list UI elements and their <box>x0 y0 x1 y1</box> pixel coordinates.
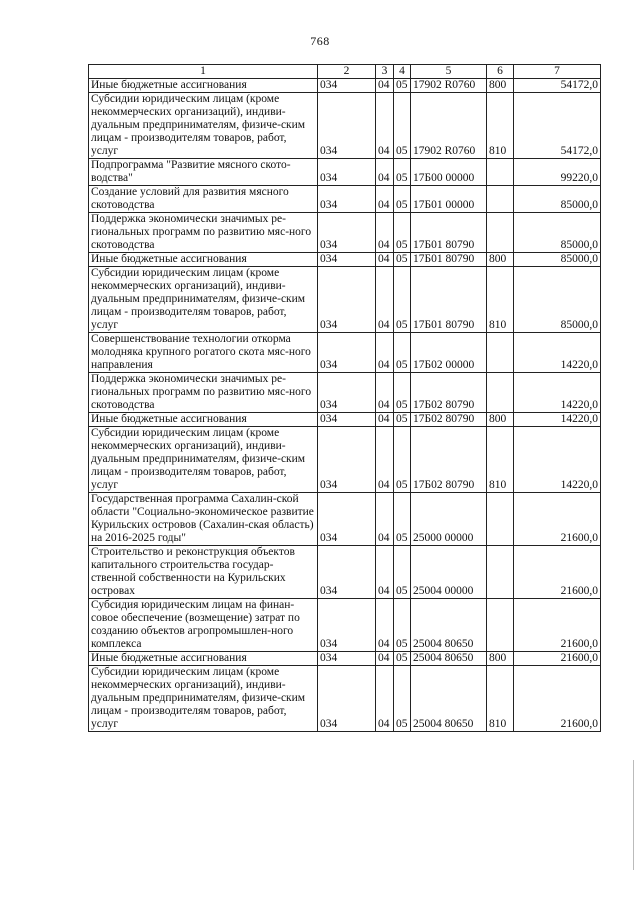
row-subsection: 05 <box>394 333 411 373</box>
table-body <box>89 79 601 732</box>
row-name: Субсидии юридическим лицам (кроме некоммерческих организаций), индиви-дуальным предпринимателям, физиче-ским лицам - производителям товаров, работ, услуг <box>89 267 318 333</box>
row-section: 04 <box>376 666 394 732</box>
header-col-6: 6 <box>487 65 514 79</box>
row-ministry-code: 034 <box>318 652 376 666</box>
table-row <box>89 186 601 213</box>
row-expense-type <box>487 333 514 373</box>
row-subsection: 05 <box>394 267 411 333</box>
row-section: 04 <box>376 427 394 493</box>
row-section: 04 <box>376 93 394 159</box>
table-row <box>89 493 601 546</box>
row-subsection: 05 <box>394 413 411 427</box>
row-target-article: 25004 80650 <box>411 599 487 652</box>
row-ministry-code: 034 <box>318 413 376 427</box>
table-row <box>89 159 601 186</box>
row-expense-type: 800 <box>487 413 514 427</box>
row-expense-type: 810 <box>487 666 514 732</box>
row-target-article: 17902 R0760 <box>411 93 487 159</box>
row-section: 04 <box>376 652 394 666</box>
row-subsection: 05 <box>394 599 411 652</box>
row-target-article: 17Б02 80790 <box>411 373 487 413</box>
row-section: 04 <box>376 373 394 413</box>
row-expense-type <box>487 546 514 599</box>
row-amount: 21600,0 <box>514 666 601 732</box>
row-target-article: 17Б01 80790 <box>411 267 487 333</box>
row-section: 04 <box>376 599 394 652</box>
header-row <box>89 65 601 79</box>
row-ministry-code: 034 <box>318 267 376 333</box>
row-name: Поддержка экономически значимых ре-гиональных программ по развитию мяс-ного скотоводства <box>89 213 318 253</box>
table-header <box>89 65 601 79</box>
row-expense-type: 810 <box>487 267 514 333</box>
row-ministry-code: 034 <box>318 333 376 373</box>
row-target-article: 25004 80650 <box>411 666 487 732</box>
row-expense-type <box>487 493 514 546</box>
header-col-2: 2 <box>318 65 376 79</box>
row-name: Создание условий для развития мясного скотоводства <box>89 186 318 213</box>
row-amount: 54172,0 <box>514 79 601 93</box>
row-ministry-code: 034 <box>318 546 376 599</box>
row-name: Субсидии юридическим лицам (кроме некоммерческих организаций), индиви-дуальным предпринимателям, физиче-ским лицам - производителям товаров, работ, услуг <box>89 93 318 159</box>
row-expense-type <box>487 159 514 186</box>
row-name: Совершенствование технологии откорма молодняка крупного рогатого скота мяс-ного направления <box>89 333 318 373</box>
row-amount: 99220,0 <box>514 159 601 186</box>
table-row <box>89 413 601 427</box>
row-section: 04 <box>376 546 394 599</box>
row-target-article: 25000 00000 <box>411 493 487 546</box>
row-name: Государственная программа Сахалин-ской области "Социально-экономическое развитие Курильских островов (Сахалин-ская область) на 2016-2025 годы" <box>89 493 318 546</box>
budget-table <box>88 64 601 732</box>
row-section: 04 <box>376 267 394 333</box>
row-expense-type <box>487 186 514 213</box>
row-subsection: 05 <box>394 427 411 493</box>
header-col-3: 3 <box>376 65 394 79</box>
row-section: 04 <box>376 333 394 373</box>
row-target-article: 17Б02 00000 <box>411 333 487 373</box>
table-row <box>89 333 601 373</box>
row-name: Субсидии юридическим лицам (кроме некоммерческих организаций), индиви-дуальным предпринимателям, физиче-ским лицам - производителям товаров, работ, услуг <box>89 666 318 732</box>
row-section: 04 <box>376 159 394 186</box>
row-target-article: 17Б02 80790 <box>411 427 487 493</box>
row-subsection: 05 <box>394 666 411 732</box>
row-name: Иные бюджетные ассигнования <box>89 652 318 666</box>
page-number: 768 <box>310 34 330 48</box>
table-row <box>89 427 601 493</box>
table-row <box>89 666 601 732</box>
row-target-article: 17Б01 00000 <box>411 186 487 213</box>
table-row <box>89 652 601 666</box>
row-amount: 14220,0 <box>514 427 601 493</box>
row-expense-type: 800 <box>487 652 514 666</box>
row-ministry-code: 034 <box>318 213 376 253</box>
row-ministry-code: 034 <box>318 159 376 186</box>
row-section: 04 <box>376 413 394 427</box>
row-target-article: 17Б00 00000 <box>411 159 487 186</box>
row-name: Субсидия юридическим лицам на финан-совое обеспечение (возмещение) затрат по созданию объектов агропромышлен-ного комплекса <box>89 599 318 652</box>
header-col-7: 7 <box>514 65 601 79</box>
row-section: 04 <box>376 79 394 93</box>
row-subsection: 05 <box>394 186 411 213</box>
row-expense-type: 800 <box>487 79 514 93</box>
row-ministry-code: 034 <box>318 79 376 93</box>
table-row <box>89 373 601 413</box>
row-target-article: 17Б01 80790 <box>411 253 487 267</box>
row-expense-type <box>487 373 514 413</box>
row-expense-type: 810 <box>487 93 514 159</box>
row-subsection: 05 <box>394 159 411 186</box>
table-row <box>89 253 601 267</box>
row-subsection: 05 <box>394 93 411 159</box>
row-target-article: 17902 R0760 <box>411 79 487 93</box>
row-expense-type <box>487 599 514 652</box>
row-subsection: 05 <box>394 373 411 413</box>
table-row <box>89 93 601 159</box>
row-ministry-code: 034 <box>318 186 376 213</box>
row-target-article: 17Б02 80790 <box>411 413 487 427</box>
row-amount: 14220,0 <box>514 333 601 373</box>
row-amount: 85000,0 <box>514 253 601 267</box>
row-amount: 21600,0 <box>514 546 601 599</box>
row-amount: 85000,0 <box>514 186 601 213</box>
row-amount: 21600,0 <box>514 652 601 666</box>
table-row <box>89 213 601 253</box>
row-target-article: 17Б01 80790 <box>411 213 487 253</box>
header-col-4: 4 <box>394 65 411 79</box>
row-amount: 85000,0 <box>514 213 601 253</box>
row-expense-type: 810 <box>487 427 514 493</box>
row-amount: 85000,0 <box>514 267 601 333</box>
row-expense-type <box>487 213 514 253</box>
row-section: 04 <box>376 213 394 253</box>
row-ministry-code: 034 <box>318 666 376 732</box>
row-section: 04 <box>376 186 394 213</box>
row-subsection: 05 <box>394 79 411 93</box>
row-section: 04 <box>376 253 394 267</box>
table-row <box>89 599 601 652</box>
table-row <box>89 79 601 93</box>
row-name: Иные бюджетные ассигнования <box>89 253 318 267</box>
row-ministry-code: 034 <box>318 253 376 267</box>
row-name: Субсидии юридическим лицам (кроме некоммерческих организаций), индиви-дуальным предпринимателям, физиче-ским лицам - производителям товаров, работ, услуг <box>89 427 318 493</box>
row-ministry-code: 034 <box>318 493 376 546</box>
row-amount: 21600,0 <box>514 493 601 546</box>
row-subsection: 05 <box>394 493 411 546</box>
row-target-article: 25004 00000 <box>411 546 487 599</box>
row-target-article: 25004 80650 <box>411 652 487 666</box>
row-amount: 14220,0 <box>514 413 601 427</box>
row-ministry-code: 034 <box>318 427 376 493</box>
row-name: Иные бюджетные ассигнования <box>89 79 318 93</box>
row-subsection: 05 <box>394 546 411 599</box>
row-expense-type: 800 <box>487 253 514 267</box>
row-amount: 54172,0 <box>514 93 601 159</box>
row-subsection: 05 <box>394 213 411 253</box>
row-name: Поддержка экономически значимых ре-гиональных программ по развитию мяс-ного скотоводства <box>89 373 318 413</box>
row-subsection: 05 <box>394 652 411 666</box>
row-ministry-code: 034 <box>318 93 376 159</box>
row-ministry-code: 034 <box>318 599 376 652</box>
header-col-5: 5 <box>411 65 487 79</box>
row-amount: 21600,0 <box>514 599 601 652</box>
row-name: Строительство и реконструкция объектов капитального строительства государ-ственной собственности на Курильских островах <box>89 546 318 599</box>
row-name: Подпрограмма "Развитие мясного ското-водства" <box>89 159 318 186</box>
table-row <box>89 546 601 599</box>
header-col-1: 1 <box>89 65 318 79</box>
row-subsection: 05 <box>394 253 411 267</box>
row-section: 04 <box>376 493 394 546</box>
row-amount: 14220,0 <box>514 373 601 413</box>
row-name: Иные бюджетные ассигнования <box>89 413 318 427</box>
row-ministry-code: 034 <box>318 373 376 413</box>
scan-edge-mark <box>633 760 634 870</box>
table-row <box>89 267 601 333</box>
